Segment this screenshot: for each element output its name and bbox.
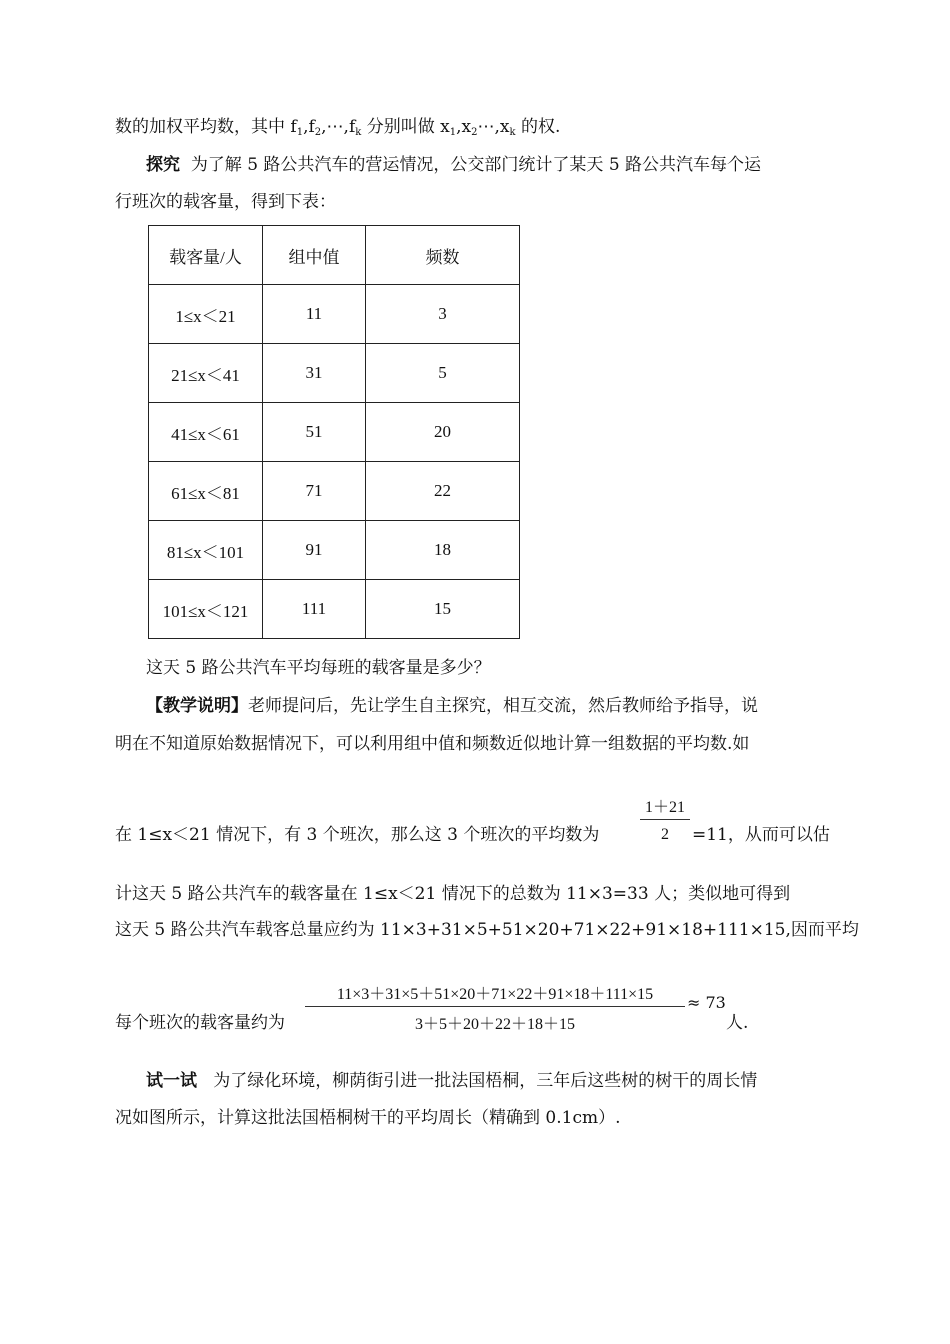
fraction-average (305, 981, 685, 1034)
teaching-note: 【教学说明】老师提问后，先让学生自主探究，相互交流，然后教师给予指导，说 (146, 696, 758, 716)
table-cell: 20 (366, 403, 520, 462)
table-row (149, 344, 520, 403)
table-header-row (149, 226, 520, 285)
table-cell: 11 (263, 285, 366, 344)
header-cell: 组中值 (263, 226, 366, 285)
fraction-group-midpoint (640, 794, 690, 844)
table-cell: 51 (263, 403, 366, 462)
table-cell: 21≤x＜41 (149, 344, 263, 403)
fraction-denominator: 2 (661, 826, 669, 843)
text-line-1: 数的加权平均数，其中 $f_1,f_2,\cdots,f_k$ 分别叫做 $x_1,x_2\cdots,x_k$ 的权. (115, 117, 561, 138)
text-line-6: 明在不知道原始数据情况下，可以利用组中值和频数近似地计算一组数据的平均数.如 (115, 734, 750, 754)
explore-label: 探究 (146, 155, 180, 175)
table-cell: 15 (366, 580, 520, 639)
header-cell: 频数 (366, 226, 520, 285)
table-row (149, 462, 520, 521)
table-cell: 91 (263, 521, 366, 580)
header-cell: 载客量/人 (149, 226, 263, 285)
teaching-note-label: 【教学说明】 (146, 696, 248, 716)
text-line-7-end: =11，从而可以估 (692, 825, 830, 845)
explore-paragraph: 探究 为了解 5 路公共汽车的营运情况，公交部门统计了某天 5 路公共汽车每个运 (146, 155, 762, 175)
table-row (149, 285, 520, 344)
table-row (149, 521, 520, 580)
try-paragraph: 试一试 为了绿化环境，柳荫街引进一批法国梧桐，三年后这些树的树干的周长情 (146, 1071, 758, 1091)
text-line-12: 况如图所示，计算这批法国梧桐树干的平均周长（精确到 0.1cm）. (115, 1108, 621, 1128)
fraction-numerator: 1＋21 (640, 794, 690, 820)
text-line-3: 行班次的载客量，得到下表： (115, 192, 336, 212)
text-line-7: 在 1≤x＜21 情况下，有 3 个班次，那么这 3 个班次的平均数为 (115, 825, 600, 845)
table-cell: 61≤x＜81 (149, 462, 263, 521)
table-cell: 111 (263, 580, 366, 639)
table-cell: 22 (366, 462, 520, 521)
text-line-8: 计这天 5 路公共汽车的载客量在 1≤x＜21 情况下的总数为 11×3=33 人；类似地可得到 (115, 884, 791, 904)
approx-value: ≈ 73 (687, 993, 726, 1012)
table-cell: 5 (366, 344, 520, 403)
text-line-10: 每个班次的载客量约为 (115, 1013, 285, 1033)
passenger-table (148, 225, 520, 639)
fraction-denominator: 3＋5＋20＋22＋18＋15 (414, 1016, 575, 1033)
table-cell: 71 (263, 462, 366, 521)
table-cell: 81≤x＜101 (149, 521, 263, 580)
table-cell: 101≤x＜121 (149, 580, 263, 639)
fraction-numerator: 11×3＋31×5＋51×20＋71×22＋91×18＋111×15 (305, 981, 685, 1007)
text-line-9: 这天 5 路公共汽车载客总量应约为 11×3+31×5+51×20+71×22+91×18+111×15,因而平均 (115, 920, 859, 940)
table-cell: 1≤x＜21 (149, 285, 263, 344)
try-label: 试一试 (146, 1071, 197, 1091)
table-cell: 18 (366, 521, 520, 580)
table-cell: 31 (263, 344, 366, 403)
table-cell: 41≤x＜61 (149, 403, 263, 462)
table-cell: 3 (366, 285, 520, 344)
unit-text: 人. (726, 1013, 749, 1033)
table-row (149, 580, 520, 639)
table-row (149, 403, 520, 462)
question-line: 这天 5 路公共汽车平均每班的载客量是多少？ (146, 658, 491, 678)
